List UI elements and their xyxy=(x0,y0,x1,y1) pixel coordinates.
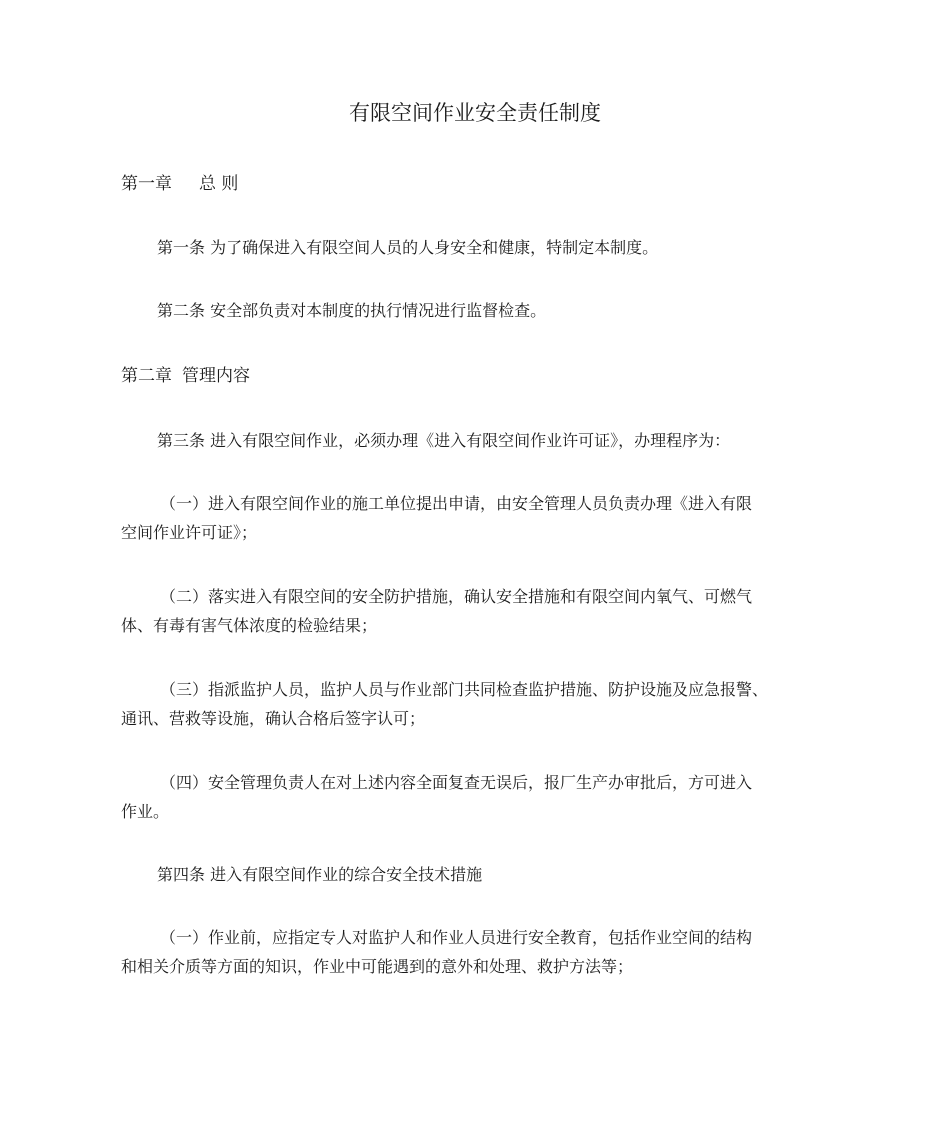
chapter-1-heading xyxy=(121,171,238,197)
article-4: 第四条 进入有限空间作业的综合安全技术措施 xyxy=(157,865,483,884)
article-1: 第一条 为了确保进入有限空间人员的人身安全和健康，特制定本制度。 xyxy=(157,238,659,257)
chapter-2-name: 管理内容 xyxy=(182,366,250,386)
chapter-2-heading xyxy=(121,363,250,389)
article-2: 第二条 安全部负责对本制度的执行情况进行监督检查。 xyxy=(157,301,547,320)
article-3-item-3-line-2: 通讯、营救等设施，确认合格后签字认可； xyxy=(121,709,426,728)
article-3-item-3-line-1: （三）指派监护人员，监护人员与作业部门共同检查监护措施、防护设施及应急报警、 xyxy=(160,680,769,699)
article-3-item-4-line-2: 作业。 xyxy=(121,802,170,821)
article-3-item-1-line-2: 空间作业许可证》； xyxy=(121,523,258,542)
chapter-2-number: 第二章 xyxy=(121,366,172,386)
chapter-1-number: 第一章 xyxy=(121,174,172,194)
article-3-item-4-line-1: （四）安全管理负责人在对上述内容全面复查无误后，报厂生产办审批后，方可进入 xyxy=(160,773,753,792)
chapter-1-name: 总 则 xyxy=(199,174,239,194)
article-4-item-1-line-1: （一）作业前，应指定专人对监护人和作业人员进行安全教育，包括作业空间的结构 xyxy=(160,928,753,947)
article-3-item-1-line-1: （一）进入有限空间作业的施工单位提出申请，由安全管理人员负责办理《进入有限 xyxy=(160,494,753,513)
article-3-item-2-line-1: （二）落实进入有限空间的安全防护措施，确认安全措施和有限空间内氧气、可燃气 xyxy=(160,587,753,606)
page-title: 有限空间作业安全责任制度 xyxy=(349,101,601,125)
article-4-item-1-line-2: 和相关介质等方面的知识，作业中可能遇到的意外和处理、救护方法等； xyxy=(121,957,634,976)
article-3-item-2-line-2: 体、有毒有害气体浓度的检验结果； xyxy=(121,616,378,635)
article-3: 第三条 进入有限空间作业，必须办理《进入有限空间作业许可证》，办理程序为： xyxy=(157,431,731,450)
